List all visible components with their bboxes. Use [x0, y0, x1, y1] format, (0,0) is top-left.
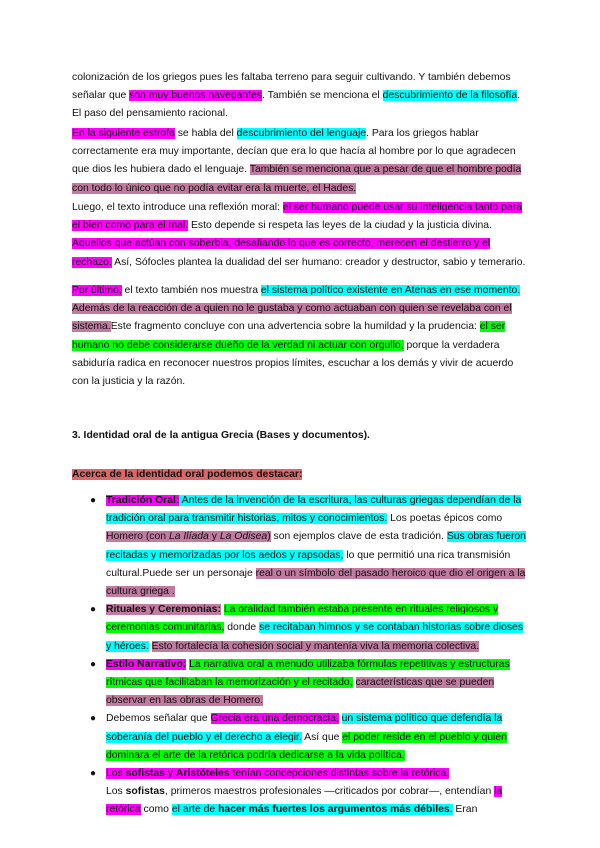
list-item-tradicion-oral — [72, 492, 528, 601]
bullet-list — [72, 492, 528, 820]
text: Este fragmento concluye con una advertencia sobre la humildad y la prudencia: — [110, 321, 480, 333]
highlight-cyan: Antes de la invención de la escritura, las culturas griegas dependían de la tradición oral para transmitir historias, mitos y conocimientos. — [106, 495, 522, 525]
list-item-rituales — [72, 601, 528, 656]
highlight-cyan: descubrimiento del lenguaje — [236, 128, 367, 139]
bold-text: sofistas — [125, 786, 165, 798]
highlight-magenta: Los — [106, 768, 126, 780]
text: se habla del — [174, 128, 237, 139]
highlight-mauve: real o un símbolo del pasado heroico que dio el origen a la cultura griega . — [106, 567, 526, 598]
text: . El paso del pensamiento racional. — [72, 90, 521, 120]
bullet-icon: ● — [90, 768, 97, 780]
highlight-mauve-italic: La Odisea — [219, 531, 268, 543]
highlight-cyan: Sus obras fueron recitadas y memorizadas por los aedos y rapsodas, — [106, 531, 526, 561]
text: el texto también nos muestra — [121, 285, 261, 296]
text: Los poetas épicos como — [387, 513, 503, 525]
text: porque la verdadera sabiduría radica en reconocer nuestros propios límites, escuchar a los demás y vivir de acuerdo con la justicia y la razón. — [72, 339, 514, 388]
text: colonización de los griegos pues les faltaba terreno para seguir cultivando. Y también debemos señalar que — [72, 72, 511, 102]
highlight-magenta: Grecia era una democracia, — [210, 713, 339, 725]
paragraph-sistema-politico — [72, 282, 528, 391]
highlight-mauve: Además de la reacción de a quien no le gustaba y como actuaban con quien se revelaba con el sistema. — [72, 303, 512, 333]
bullet-icon: ● — [90, 713, 97, 725]
paragraph-colonizacion — [72, 69, 528, 124]
paragraph-lenguaje — [72, 125, 528, 198]
item-title: Estilo Narrativo: — [106, 658, 187, 670]
highlight-magenta: tenían concepciones distintas sobre la retórica. — [229, 768, 450, 780]
highlight-magenta-bold: sofistas — [125, 768, 165, 780]
highlight-cyan: el arte de — [171, 804, 219, 816]
highlight-green: el poder reside en el pueblo y quien dominara el arte de la retórica podría dedicarse a la vida política. — [106, 731, 507, 761]
text: , primeros maestros profesionales —criticados por cobrar—, entendían — [164, 786, 495, 798]
highlight-cyan: descubrimiento de la filosofía — [382, 90, 518, 102]
highlight-magenta: y — [164, 768, 176, 780]
highlight-mauve: Homero (con — [106, 531, 169, 543]
list-item-sofistas — [72, 765, 528, 820]
bullet-icon: ● — [90, 495, 97, 506]
highlight-mauve: ) — [267, 531, 271, 543]
list-item-democracia — [72, 710, 528, 765]
subheading — [72, 466, 528, 484]
item-title: Tradición Oral: — [106, 495, 180, 506]
highlight-mauve: También se menciona que a pesar de que el hombre podía con todo lo único que no podía evitar era la muerte, el Hades. — [72, 164, 522, 194]
text: Luego, el texto introduce una reflexión moral: — [72, 202, 283, 213]
highlight-mauve: y — [208, 531, 220, 543]
highlight-red: Acerca de la identidad oral podemos destacar: — [72, 469, 303, 480]
text: donde — [224, 622, 260, 634]
highlight-cyan: . — [449, 804, 453, 816]
text: Los — [106, 786, 126, 798]
text: . También se menciona el — [262, 90, 383, 102]
highlight-mauve-italic: La Ilíada — [168, 531, 209, 543]
text: son ejemplos clave de esta tradición. — [270, 531, 447, 543]
highlight-magenta-bold: Aristóteles — [175, 768, 230, 780]
highlight-green: La oralidad también estaba presente en rituales religiosos y ceremonias comunitarias, — [106, 604, 499, 634]
highlight-cyan: un sistema político que defendía la soberanía del pueblo y el derecho a elegir. — [106, 713, 503, 743]
highlight-green: el ser humano no debe considerarse dueño de la verdad ni actuar con orgullo, — [72, 321, 506, 351]
item-title: Rituales y Ceremonias: — [106, 604, 221, 616]
text: Así, Sófocles plantea la dualidad del ser humano: creador y destructor, sabio y temerario. — [111, 256, 526, 268]
highlight-magenta: son muy buenos navegantes — [129, 90, 263, 102]
text: Eran — [452, 804, 478, 816]
highlight-magenta: la retórica — [106, 786, 503, 816]
bullet-icon: ● — [90, 604, 97, 616]
highlight-cyan: el sistema político existente en Atenas en ese momento. — [260, 285, 521, 296]
highlight-cyan-bold: hacer más fuertes los argumentos más débiles — [218, 804, 450, 816]
highlight-magenta: el ser humano puede usar su inteligencia tanto para el bien como para el mal. — [72, 202, 522, 232]
text: Debemos señalar que — [106, 713, 211, 725]
bullet-icon: ● — [90, 658, 97, 670]
highlight-cyan: se recitaban himnos y se contaban historias sobre dioses y héroes. — [106, 622, 524, 652]
text: Así que — [301, 731, 343, 743]
text: . Para los griegos hablar correctamente era muy importante, decían que era lo que hacía al hombre por lo que agradecen que dios les hubiera dado el lenguaje. — [72, 128, 516, 176]
text: lo que permitió una rica transmisión cultural.Puede ser un personaje — [106, 549, 511, 579]
section-title: 3. Identidad oral de la antigua Grecia (Bases y documentos). — [72, 430, 370, 441]
highlight-magenta: En la siguiente estrofa — [72, 128, 175, 139]
text: Esto depende si respeta las leyes de la ciudad y la justicia divina. — [188, 220, 492, 232]
text: como — [140, 804, 172, 816]
highlight-mauve: Esto fortalecía la cohesión social y mantenía viva la memoria colectiva. — [151, 640, 480, 652]
highlight-magenta: Aquellos que actúan con soberbia, desafiando lo que es correcto, merecen el destierro y el rechazo. — [72, 238, 491, 268]
highlight-green: La narrativa oral a menudo utilizaba fórmulas repetitivas y estructuras rítmicas que facilitaban la memorización y el recitado, — [106, 658, 510, 689]
paragraph-reflexion-moral — [72, 199, 528, 272]
highlight-magenta: Por último, — [72, 285, 122, 296]
list-item-estilo-narrativo — [72, 656, 528, 711]
highlight-mauve: características que se pueden observar en las obras de Homero. — [106, 677, 495, 707]
